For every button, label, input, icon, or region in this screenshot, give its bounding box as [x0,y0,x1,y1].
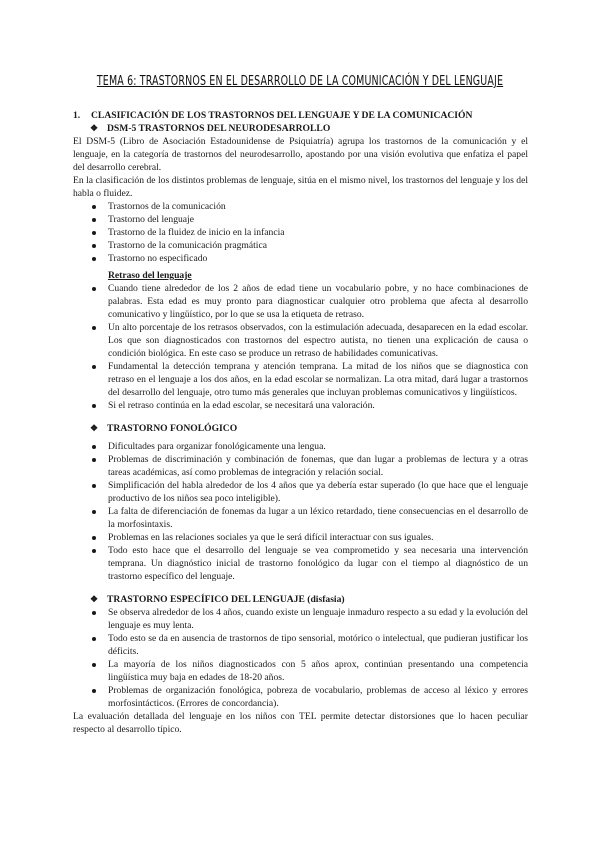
list-item: Todo esto hace que el desarrollo del lenguaje se vea comprometido y sea necesaria una intervención temprana. Un diagnóstico inicial de trastorno fonológico da lugar con el tiempo al diagnóstico de un trastorno específico del lenguaje. [73,544,528,583]
dsm-list [73,200,528,265]
section-number: 1. [73,110,81,121]
list-item: Trastorno de la comunicación pragmática [73,239,528,252]
diamond-bullet-icon: ❖ [90,594,99,604]
subsection-heading-dsm: ❖ DSM-5 TRASTORNOS DEL NEURODESARROLLO [90,123,331,134]
list-item: Problemas de discriminación y combinación de fonemas, que dan lugar a problemas de lectura y a otras tareas académicas, así como problemas de integración y relación social. [73,453,528,479]
list-item: La falta de diferenciación de fonemas da lugar a un léxico retardado, tiene consecuencias en el desarrollo de la morfosintaxis. [73,505,528,531]
list-item: Trastorno del lenguaje [73,213,528,226]
closing-paragraph: La evaluación detallada del lenguaje en los niños con TEL permite detectar distorsiones que lo hacen peculiar respecto al desarrollo típico. [73,711,528,735]
section-title: CLASIFICACIÓN DE LOS TRASTORNOS DEL LENGUAJE Y DE LA COMUNICACIÓN [91,110,473,121]
list-item: Simplificación del habla alrededor de los 4 años que ya debería estar superado (lo que hace que el lenguaje productivo de los niños sea poco inteligible). [73,479,528,505]
list-item: Problemas en las relaciones sociales ya que le será difícil interactuar con sus iguales. [73,531,528,544]
subsection-heading-especifico: ❖ TRASTORNO ESPECÍFICO DEL LENGUAJE (disfasia) [90,594,345,605]
page-title: TEMA 6: TRASTORNOS EN EL DESARROLLO DE LA COMUNICACIÓN Y DEL LENGUAJE [96,73,504,89]
especifico-list [73,606,528,710]
list-item: Si el retraso continúa en la edad escolar, se necesitará una valoración. [73,399,528,412]
subsection-heading-fonologico: ❖ TRASTORNO FONOLÓGICO [90,423,238,434]
list-item: Trastorno no especificado [73,252,528,265]
list-item: Fundamental la detección temprana y atención temprana. La mitad de los niños que se diagnostica con retraso en el lenguaje a los dos años, en la edad escolar se normalizan. La otra mitad, dará lugar a trastornos del desarrollo del lenguaje, otro tumo más generales que incluyan problemas comunicativos y lingüísticos. [73,360,528,399]
section-heading [73,109,528,122]
list-item: Dificultades para organizar fonológicamente una lengua. [73,440,528,453]
retraso-heading: Retraso del lenguaje [108,270,192,281]
list-item: Trastornos de la comunicación [73,200,528,213]
dsm-paragraph-1: El DSM-5 (Libro de Asociación Estadounidense de Psiquiatría) agrupa los trastornos de la comunicación y el lenguaje, en la categoría de trastornos del neurodesarrollo, apostando por una visión evolutiva que enfatiza el papel del desarrollo cerebral. [73,136,528,173]
list-item: La mayoría de los niños diagnosticados con 5 años aprox, continúan presentando una competencia lingüística muy baja en edades de 18-20 años. [73,658,528,684]
retraso-list [73,282,528,412]
list-item: Cuando tiene alrededor de los 2 años de edad tiene un vocabulario pobre, y no hace combinaciones de palabras. Esta edad es muy pronto para diagnosticar cualquier otro problema que afecta al desarrollo comunicativo y lingüístico, por lo que se usa la etiqueta de retraso. [73,282,528,321]
list-item: Todo esto se da en ausencia de trastornos de tipo sensorial, motórico o intelectual, que pudieran justificar los déficits. [73,632,528,658]
list-item: Problemas de organización fonológica, pobreza de vocabulario, problemas de acceso al léxico y errores morfosintácticos. (Errores de concordancia). [73,684,528,710]
list-item: Trastorno de la fluidez de inicio en la infancia [73,226,528,239]
diamond-bullet-icon: ❖ [90,423,99,433]
document-body [73,109,528,736]
fonologico-list [73,440,528,583]
list-item: Se observa alrededor de los 4 años, cuando existe un lenguaje inmaduro respecto a su edad y la evolución del lenguaje es muy lenta. [73,606,528,632]
list-item: Un alto porcentaje de los retrasos observados, con la estimulación adecuada, desaparecen en la edad escolar. Los que son diagnosticados con trastornos del espectro autista, no tienen una explicación de causa o condición biológica. En este caso se produce un retraso de habilidades comunicativas. [73,321,528,360]
diamond-bullet-icon: ❖ [90,123,99,133]
dsm-paragraph-2: En la clasificación de los distintos problemas de lenguaje, sitúa en el mismo nivel, los trastornos del lenguaje y los del habla o fluidez. [73,175,528,199]
